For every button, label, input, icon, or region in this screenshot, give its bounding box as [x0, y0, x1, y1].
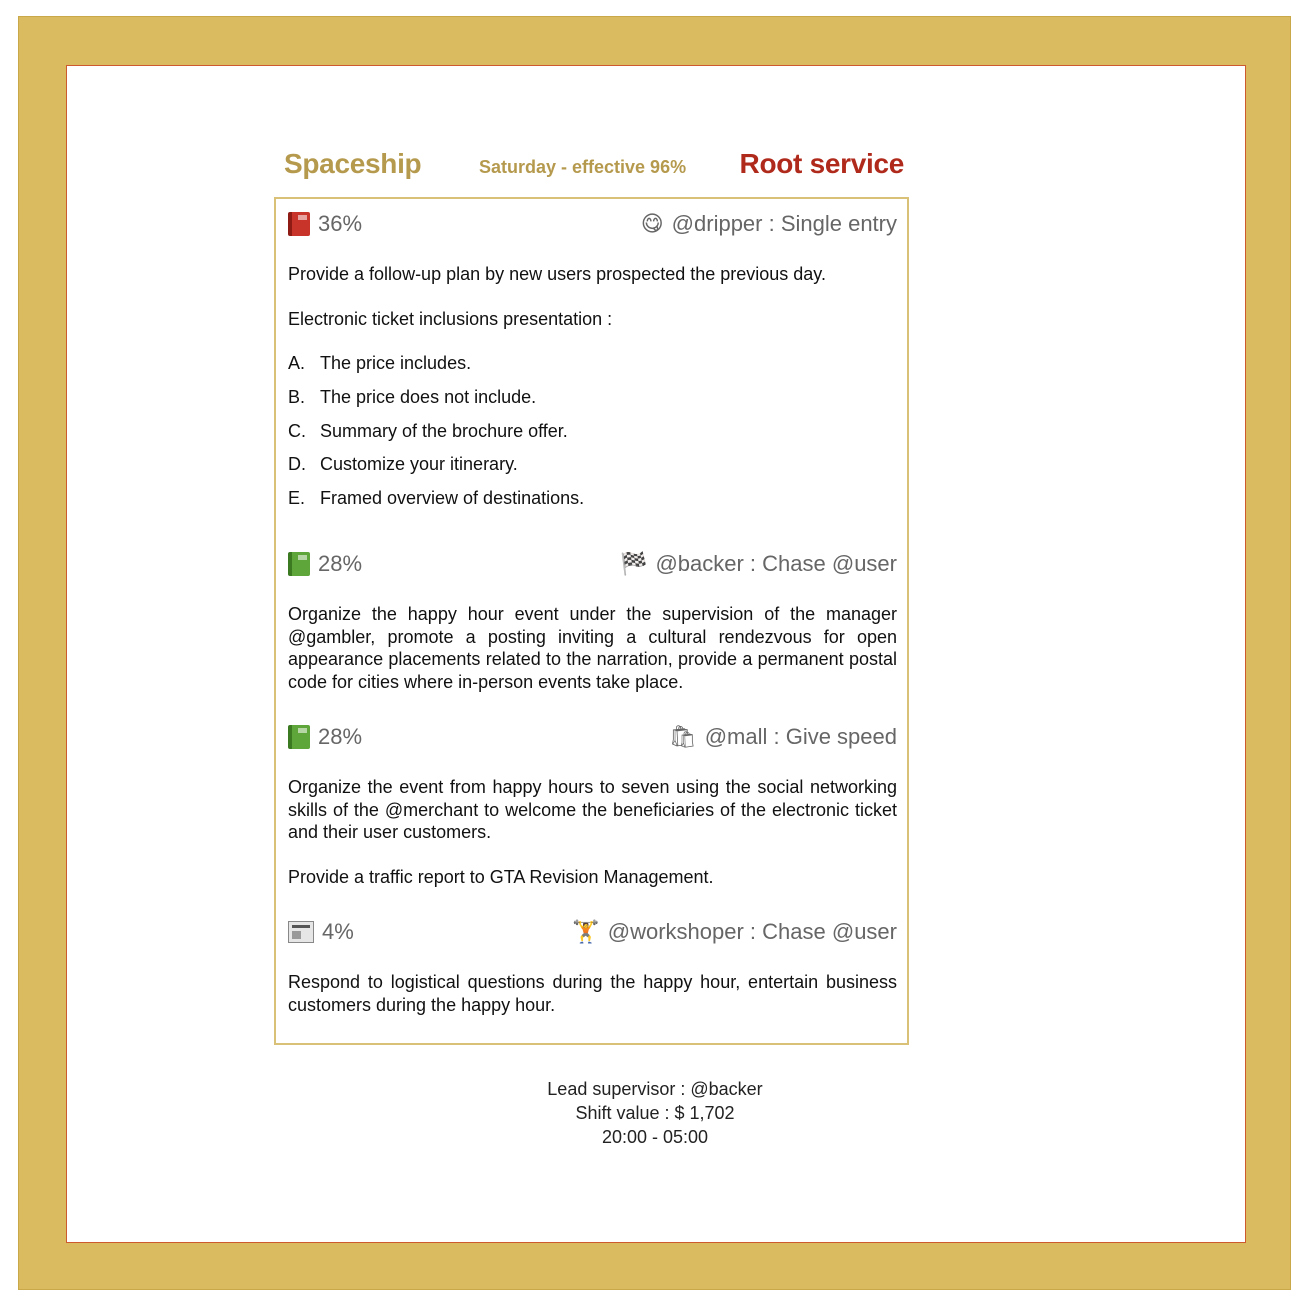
option-item: [288, 453, 897, 487]
task-item: [288, 919, 897, 1016]
task-assignee-text: @backer : Chase @user: [655, 551, 897, 576]
task-paragraph: Respond to logistical questions during the happy hour, entertain business customers during the happy hour.: [288, 972, 897, 1015]
option-letter: B.: [288, 386, 306, 407]
option-letter: C.: [288, 420, 306, 441]
header-title-left: Spaceship: [284, 148, 422, 179]
task-header: [288, 551, 897, 581]
task-body: [288, 603, 897, 693]
task-percent: [288, 724, 362, 750]
task-percent: [288, 551, 362, 577]
option-letter: A.: [288, 353, 306, 373]
green-book-icon: [288, 725, 310, 749]
red-book-icon: [288, 212, 310, 236]
weightlifter-icon: 🏋: [572, 919, 600, 945]
shopping-bags-icon: 🛍: [668, 724, 697, 750]
task-percent-value: 4%: [322, 919, 354, 944]
option-item: [288, 386, 897, 420]
task-assignee-text: @mall : Give speed: [704, 724, 897, 749]
task-percent: [288, 211, 362, 237]
option-text: Framed overview of destinations.: [320, 488, 585, 509]
option-text: Customize your itinerary.: [320, 454, 518, 475]
newspaper-icon: [288, 921, 314, 943]
task-percent: [288, 919, 354, 945]
option-text: Summary of the brochure offer.: [320, 420, 568, 441]
task-item: [288, 551, 897, 693]
header-subtitle: Saturday - effective 96%: [479, 157, 687, 177]
task-header: [288, 919, 897, 949]
task-percent-value: 28%: [318, 724, 363, 749]
option-item: [288, 487, 897, 521]
task-assignee: [669, 724, 897, 750]
shift-hours: 20:00 - 05:00: [601, 1127, 709, 1147]
task-header: [288, 724, 897, 754]
task-list: [274, 197, 909, 1045]
task-body: [288, 776, 897, 888]
option-letter: D.: [288, 454, 306, 475]
shift-value: Shift value : $ 1,702: [575, 1103, 735, 1123]
task-assignee: [572, 919, 897, 945]
footer: [0, 1077, 1310, 1149]
option-text: The price does not include.: [320, 386, 537, 407]
checkered-flag-icon: 🏁: [620, 551, 648, 577]
lead-supervisor: Lead supervisor : @backer: [547, 1079, 763, 1099]
task-percent-value: 36%: [318, 211, 363, 236]
task-paragraph: Electronic ticket inclusions presentation :: [288, 308, 613, 329]
task-body: [288, 971, 897, 1016]
option-item: [288, 352, 897, 386]
option-item: [288, 420, 897, 454]
task-header: [288, 211, 897, 241]
task-assignee-text: @workshoper : Chase @user: [607, 919, 897, 944]
task-assignee-text: @dripper : Single entry: [671, 211, 897, 236]
task-paragraph: Provide a traffic report to GTA Revision Management.: [288, 866, 714, 887]
task-assignee: [620, 551, 897, 577]
header: [284, 148, 904, 188]
task-assignee: [641, 211, 897, 237]
task-body: [288, 263, 897, 521]
option-letter: E.: [288, 488, 306, 509]
task-paragraph: Organize the happy hour event under the supervision of the manager @gambler, promote a posting inviting a cultural rendezvous for open appearance placements related to the narration, provide a permanent postal code for cities where in-person events take place.: [288, 604, 897, 692]
task-paragraph: Provide a follow-up plan by new users prospected the previous day.: [288, 264, 826, 284]
header-title-right: Root service: [739, 148, 904, 179]
green-book-icon: [288, 552, 310, 576]
task-paragraph: Organize the event from happy hours to seven using the social networking skills of the @merchant to welcome the beneficiaries of the electronic ticket and their user customers.: [288, 777, 897, 842]
yum-face-icon: 😋: [640, 211, 664, 237]
task-item: [288, 724, 897, 888]
option-list: [288, 352, 897, 521]
option-text: The price includes.: [320, 353, 472, 373]
task-item: [288, 211, 897, 521]
task-percent-value: 28%: [318, 551, 363, 576]
